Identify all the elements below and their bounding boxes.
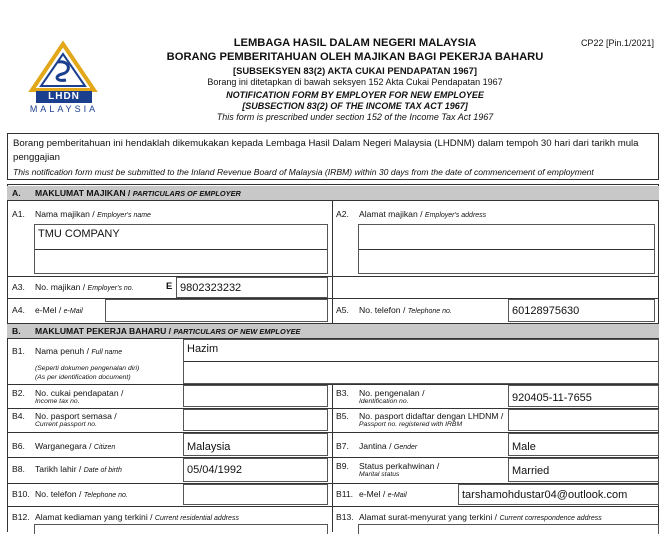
- divider: [332, 384, 333, 532]
- b10-label: No. telefon / Telephone no.: [35, 489, 128, 499]
- en-title-line1: NOTIFICATION FORM BY EMPLOYER FOR NEW EMPLOYEE: [226, 90, 484, 100]
- b3-num: B3.: [336, 388, 349, 398]
- section-b-title-en: PARTICULARS OF NEW EMPLOYEE: [173, 327, 301, 336]
- employer-email-field[interactable]: [105, 299, 328, 322]
- identification-no-value: 920405-11-7655: [512, 392, 592, 404]
- divider: [7, 200, 659, 201]
- a1-num: A1.: [12, 209, 25, 219]
- b8-num: B8.: [12, 464, 25, 474]
- section-b-letter: B.: [12, 326, 21, 336]
- b3-label: No. pengenalan /: [359, 388, 425, 398]
- b6-num: B6.: [12, 441, 25, 451]
- correspondence-address-field[interactable]: [358, 524, 659, 534]
- b13-label: Alamat surat-menyurat yang terkini / Current correspondence address: [359, 512, 602, 522]
- citizen-field[interactable]: [183, 433, 328, 456]
- b10-num: B10.: [12, 489, 30, 499]
- divider: [7, 276, 659, 277]
- a3-num: A3.: [12, 282, 25, 292]
- logo-country: MALAYSIA: [29, 104, 99, 114]
- b1-note1: (Seperti dokumen pengenalan diri): [35, 365, 140, 372]
- b9-label: Status perkahwinan /: [359, 461, 440, 471]
- divider: [7, 506, 659, 507]
- citizen-value: Malaysia: [187, 441, 231, 453]
- gender-field[interactable]: [508, 433, 659, 456]
- b5-num: B5.: [336, 411, 349, 421]
- b5-label: No. pasport didaftar dengan LHDNM /: [359, 411, 504, 421]
- b6-label: Warganegara / Citizen: [35, 441, 116, 451]
- employer-phone-field[interactable]: [508, 299, 655, 322]
- en-title-line3: This form is prescribed under section 152 of the Income Tax Act 1967: [216, 112, 494, 122]
- b7-label: Jantina / Gender: [359, 441, 418, 451]
- b1-num: B1.: [12, 346, 25, 356]
- section-a-title: MAKLUMAT MAJIKAN /: [35, 188, 131, 198]
- b5-label-en: Passport no. registered with IRBM: [359, 421, 463, 428]
- income-tax-field[interactable]: [183, 385, 328, 407]
- divider: [332, 200, 333, 324]
- title-line2: BORANG PEMBERITAHUAN OLEH MAJIKAN BAGI PEKERJA BAHARU: [166, 51, 544, 63]
- a5-label: No. telefon / Telephone no.: [359, 305, 452, 315]
- employer-no-value: 9802323232: [180, 282, 242, 294]
- notice-box: [7, 133, 659, 180]
- a2-label: Alamat majikan / Employer's address: [359, 209, 487, 219]
- form-code: CP22 [Pin.1/2021]: [580, 38, 654, 48]
- b4-num: B4.: [12, 411, 25, 421]
- marital-status-value: Married: [512, 465, 550, 477]
- employer-name-field[interactable]: [34, 224, 328, 274]
- notice-english: This notification form must be submitted to the Inland Revenue Board of Malaysia (IRBM) within 30 days from the date of commencement of employment: [13, 167, 594, 177]
- registered-passport-field[interactable]: [508, 409, 659, 431]
- employer-phone-value: 60128975630: [512, 305, 580, 317]
- employee-email-value: tarshamohdustar04@outlook.com: [462, 489, 628, 501]
- b1-label: Nama penuh / Full name: [35, 346, 123, 356]
- a2-num: A2.: [336, 209, 349, 219]
- date-of-birth-field[interactable]: [183, 458, 328, 482]
- b12-num: B12.: [12, 512, 30, 522]
- section-a-header: [7, 186, 659, 200]
- title-line4: Borang ini ditetapkan di bawah seksyen 152 Akta Cukai Pendapatan 1967: [207, 77, 503, 87]
- a4-label: e-Mel / e-Mail: [35, 305, 83, 315]
- employer-no-field[interactable]: [176, 277, 328, 298]
- date-of-birth-value: 05/04/1992: [187, 464, 243, 476]
- a1-label: Nama majikan / Employer's name: [35, 209, 151, 219]
- b2-label: No. cukai pendapatan /: [35, 388, 124, 398]
- section-a-letter: A.: [12, 188, 21, 198]
- b13-num: B13.: [336, 512, 354, 522]
- b1-note2: (As per identification document): [35, 374, 131, 381]
- employee-phone-field[interactable]: [183, 484, 328, 505]
- a3-prefix: E: [166, 280, 173, 291]
- a5-num: A5.: [336, 305, 349, 315]
- b4-label-en: Current passport no.: [35, 421, 97, 428]
- title-line3: [SUBSEKSYEN 83(2) AKTA CUKAI PENDAPATAN 1967]: [233, 65, 477, 76]
- section-a-title-en: PARTICULARS OF EMPLOYER: [132, 189, 241, 198]
- b9-num: B9.: [336, 461, 349, 471]
- employer-address-field[interactable]: [358, 224, 655, 274]
- b2-label-en: Income tax no.: [35, 398, 80, 405]
- b3-label-en: Identification no.: [359, 398, 409, 405]
- b8-label: Tarikh lahir / Date of birth: [35, 464, 122, 474]
- lhdn-logo: [14, 40, 114, 116]
- full-name-value: Hazim: [187, 343, 219, 355]
- full-name-field[interactable]: [183, 339, 659, 384]
- b2-num: B2.: [12, 388, 25, 398]
- section-b-title: MAKLUMAT PEKERJA BAHARU /: [35, 326, 172, 336]
- a3-label: No. majikan / Employer's no.: [35, 282, 134, 292]
- b12-label: Alamat kediaman yang terkini / Current residential address: [35, 512, 239, 522]
- title-line1: LEMBAGA HASIL DALAM NEGERI MALAYSIA: [233, 37, 477, 49]
- logo-text: LHDN: [48, 91, 80, 102]
- b7-num: B7.: [336, 441, 349, 451]
- a4-num: A4.: [12, 305, 25, 315]
- marital-status-field[interactable]: [508, 458, 659, 482]
- identification-no-field[interactable]: [508, 385, 659, 407]
- current-passport-field[interactable]: [183, 409, 328, 431]
- section-b-header: [7, 324, 659, 338]
- en-title-line2: [SUBSECTION 83(2) OF THE INCOME TAX ACT 1967]: [242, 101, 468, 111]
- b9-label-en: Marital status: [359, 471, 400, 478]
- b11-num: B11.: [336, 489, 354, 499]
- b4-label: No. pasport semasa /: [35, 411, 117, 421]
- residential-address-field[interactable]: [34, 524, 328, 534]
- b11-label: e-Mel / e-Mail: [359, 489, 407, 499]
- employer-name-value: TMU COMPANY: [38, 228, 120, 240]
- notice-malay: Borang pemberitahuan ini hendaklah dikemukakan kepada Lembaga Hasil Dalam Negeri Malaysia (LHDNM) dalam tempoh 30 hari dari tarikh mula penggajian: [13, 138, 639, 163]
- employee-email-field[interactable]: [458, 484, 659, 505]
- gender-value: Male: [512, 441, 536, 453]
